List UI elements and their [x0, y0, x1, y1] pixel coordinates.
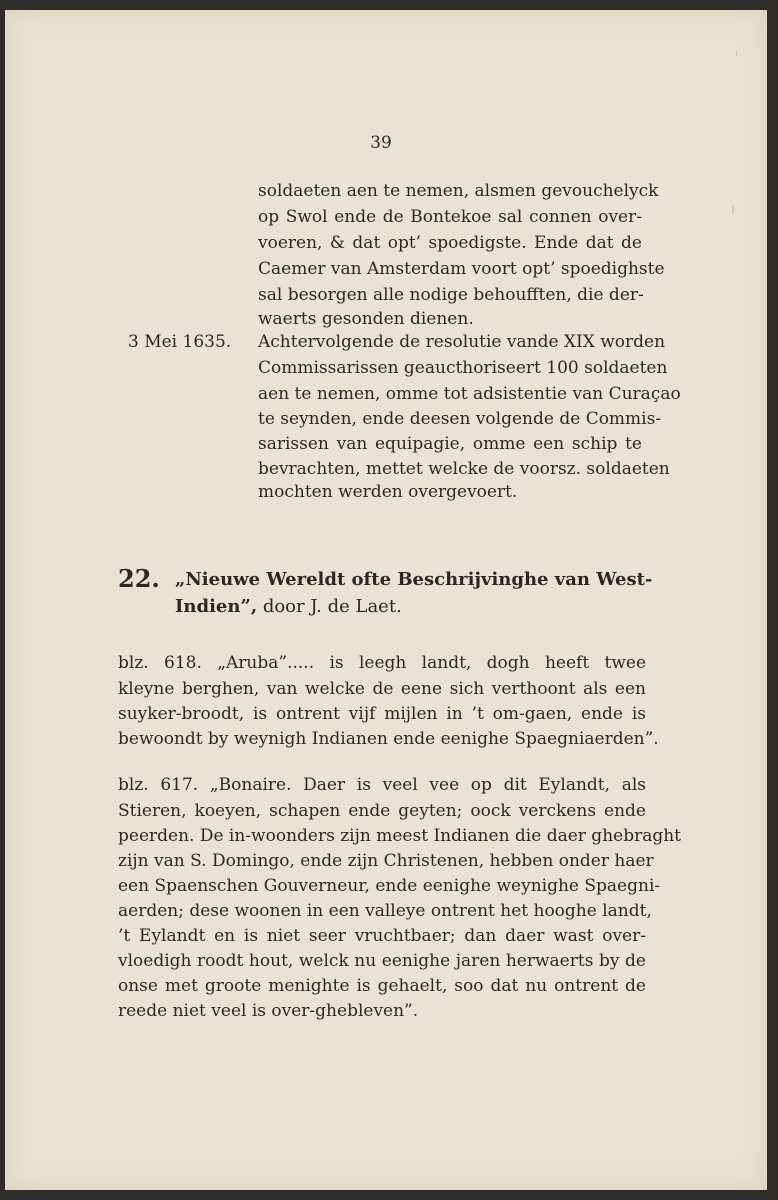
text-line: suyker-broodt, is ontrent vijf mijlen in ’t om-gaen, ende is [118, 704, 646, 724]
text-line: blz. 618. „Aruba”..... is leegh landt, dogh heeft twee [118, 653, 646, 673]
text-line: onse met groote menighte is gehaelt, soo dat nu ontrent de [118, 976, 646, 996]
page-number: 39 [370, 133, 392, 153]
text-line: een Spaenschen Gouverneur, ende eenighe weynighe Spaegni- [118, 876, 661, 896]
page-specks [732, 205, 734, 213]
heading-bold-word: Indien”, [175, 596, 258, 617]
text-line: Achtervolgende de resolutie vande XIX worden [258, 332, 666, 352]
text-line: zijn van S. Domingo, ende zijn Christenen, hebben onder haer [118, 851, 654, 871]
page-specks [736, 50, 737, 56]
text-line: aerden; dese woonen in een valleye ontrent het hooghe landt, [118, 901, 652, 921]
text-line: sarissen van equipagie, omme een schip te [258, 434, 642, 454]
text-line: bewoondt by weynigh Indianen ende eenighe Spaegniaerden”. [118, 729, 659, 749]
text-line: voeren, & dat opt’ spoedigste. Ende dat de [258, 233, 642, 253]
text-line: Commissarissen geaucthoriseert 100 soldaeten [258, 358, 668, 378]
book-page [5, 10, 767, 1190]
heading-line: „Nieuwe Wereldt ofte Beschrijvinghe van West- [175, 569, 653, 590]
text-line: Caemer van Amsterdam voort opt’ spoedighste [258, 259, 665, 279]
text-line: soldaeten aen te nemen, alsmen gevouchelyck [258, 181, 659, 201]
heading-line [175, 594, 645, 620]
text-line: reede niet veel is over-ghebleven”. [118, 1001, 419, 1021]
text-line: bevrachten, mettet welcke de voorsz. soldaeten [258, 459, 670, 479]
text-line: ’t Eylandt en is niet seer vruchtbaer; dan daer wast over- [118, 926, 646, 946]
entry-date: 3 Mei 1635. [128, 332, 232, 352]
text-line: Stieren, koeyen, schapen ende geyten; oock verckens ende [118, 801, 646, 821]
text-line: mochten werden overgevoert. [258, 482, 518, 502]
heading-author: door J. de Laet. [257, 596, 402, 617]
text-line: op Swol ende de Bontekoe sal connen over- [258, 207, 642, 227]
text-line: sal besorgen alle nodige behoufften, die der- [258, 285, 644, 305]
text-line: aen te nemen, omme tot adsistentie van Curaçao [258, 384, 681, 404]
text-line: blz. 617. „Bonaire. Daer is veel vee op dit Eylandt, als [118, 775, 646, 795]
text-line: kleyne berghen, van welcke de eene sich verthoont als een [118, 679, 646, 699]
text-line: waerts gesonden dienen. [258, 309, 474, 329]
text-line: te seynden, ende deesen volgende de Commis- [258, 409, 662, 429]
text-line: peerden. De in-woonders zijn meest Indianen die daer ghebraght [118, 826, 682, 846]
section-number: 22. [118, 564, 160, 593]
text-line: vloedigh roodt hout, welck nu eenighe jaren herwaerts by de [118, 951, 646, 971]
